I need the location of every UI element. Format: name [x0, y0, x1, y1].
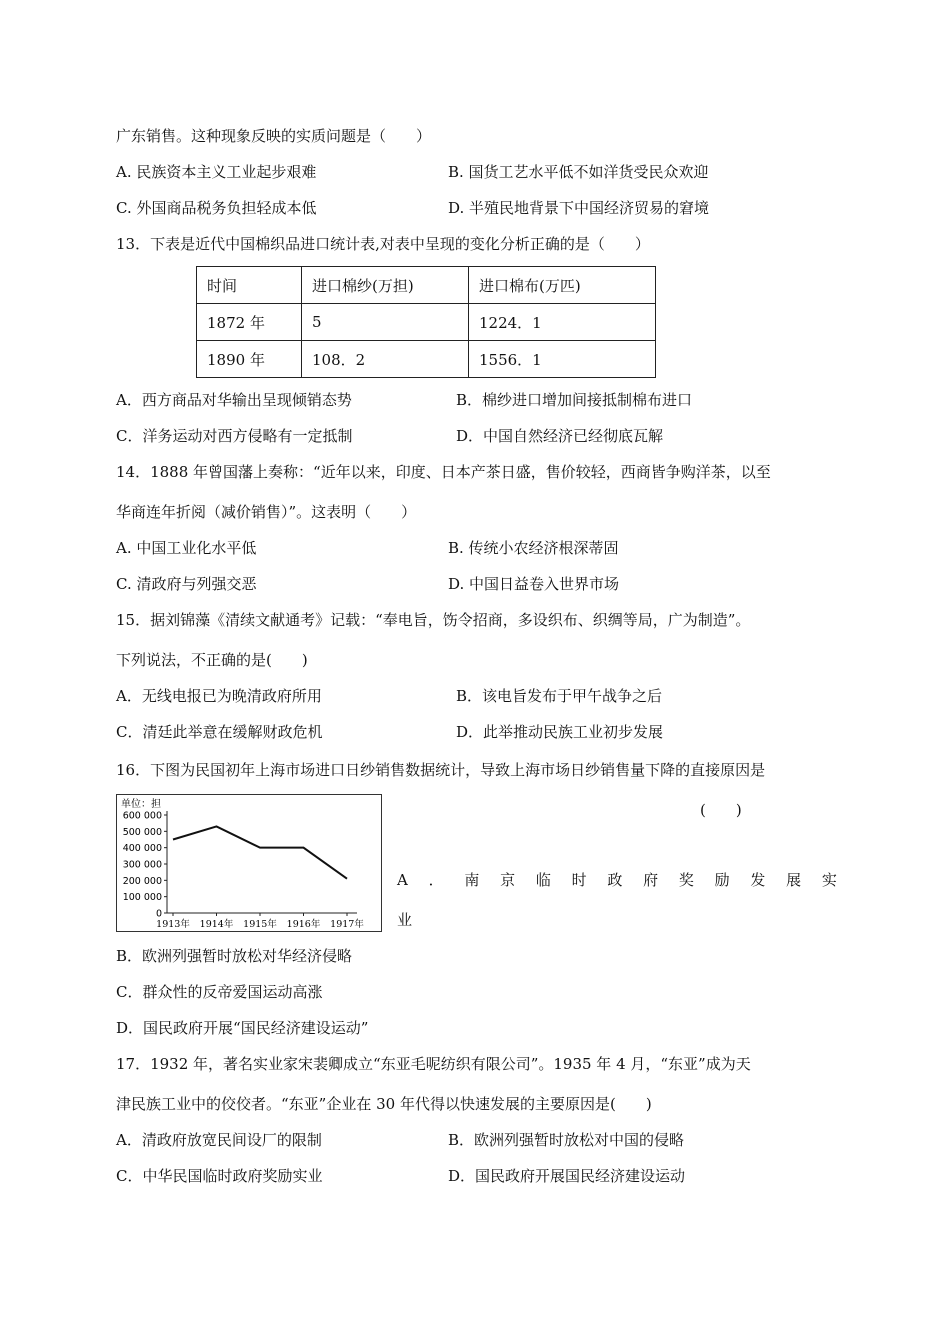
q16-option-a-char: 实	[821, 871, 837, 889]
q13-option-a[interactable]: A．西方商品对华输出呈现倾销态势	[116, 391, 352, 409]
chart-y-tick-label: 600 000	[122, 810, 162, 822]
q16-line-chart	[117, 795, 381, 931]
q16-stem: 16．下图为民国初年上海市场进口日纱销售数据统计，导致上海市场日纱销售量下降的直接原因是	[116, 761, 766, 779]
q16-option-a-char: 南	[464, 871, 480, 889]
chart-x-tick-label: 1916年	[286, 919, 321, 930]
q16-option-a-char: 府	[643, 871, 659, 889]
q13-option-c[interactable]: C．洋务运动对西方侵略有一定抵制	[116, 427, 353, 445]
q13-stem: 13．下表是近代中国棉织品进口统计表,对表中呈现的变化分析正确的是（ ）	[116, 235, 650, 253]
chart-y-tick-label: 0	[155, 908, 162, 920]
table-header-cell: 进口棉纱(万担)	[302, 267, 469, 304]
chart-x-tick-label: 1915年	[243, 919, 277, 930]
q12-option-c[interactable]: C. 外国商品税务负担轻成本低	[116, 199, 317, 217]
q12-option-d[interactable]: D. 半殖民地背景下中国经济贸易的窘境	[448, 199, 710, 217]
chart-x-tick-label: 1913年	[156, 919, 190, 930]
q13-table	[196, 266, 656, 378]
q16-answer-paren: ( )	[700, 801, 742, 819]
table-row	[197, 341, 656, 378]
q16-option-a-char: ．	[428, 871, 444, 889]
q17-option-c[interactable]: C．中华民国临时政府奖励实业	[116, 1167, 323, 1185]
q16-chart	[116, 794, 382, 932]
q16-option-a-char: 励	[714, 871, 730, 889]
q15-stem-line2: 下列说法，不正确的是( )	[116, 651, 308, 669]
q16-option-a-char: A	[397, 871, 408, 889]
q17-option-d[interactable]: D．国民政府开展国民经济建设运动	[448, 1167, 686, 1185]
table-cell: 5	[302, 304, 469, 341]
q17-option-b[interactable]: B．欧洲列强暂时放松对中国的侵略	[448, 1131, 685, 1149]
q16-option-a-char: 展	[786, 871, 802, 889]
q16-option-a-char: 政	[607, 871, 623, 889]
q17-option-a[interactable]: A．清政府放宽民间设厂的限制	[116, 1131, 322, 1149]
chart-y-tick-label: 200 000	[122, 875, 162, 887]
chart-x-tick-label: 1914年	[199, 919, 234, 930]
q16-option-a-tail[interactable]: 业	[397, 911, 413, 929]
chart-y-tick-label: 100 000	[122, 892, 162, 904]
chart-series-line	[173, 826, 347, 878]
table-header-cell: 时间	[197, 267, 302, 304]
table-row	[197, 267, 656, 304]
q13-option-d[interactable]: D．中国自然经济已经彻底瓦解	[456, 427, 664, 445]
q16-option-a-char: 京	[500, 871, 516, 889]
q15-option-c[interactable]: C．清廷此举意在缓解财政危机	[116, 723, 323, 741]
chart-y-tick-label: 400 000	[122, 843, 162, 855]
q12-option-a[interactable]: A. 民族资本主义工业起步艰难	[116, 163, 317, 181]
q16-option-b[interactable]: B．欧洲列强暂时放松对华经济侵略	[116, 947, 353, 965]
q15-option-a[interactable]: A．无线电报已为晚清政府所用	[116, 687, 322, 705]
q15-option-d[interactable]: D．此举推动民族工业初步发展	[456, 723, 664, 741]
q16-option-d[interactable]: D．国民政府开展“国民经济建设运动”	[116, 1019, 369, 1037]
q16-option-a-char: 临	[535, 871, 551, 889]
q14-option-a[interactable]: A. 中国工业化水平低	[116, 539, 257, 557]
q16-option-c[interactable]: C．群众性的反帝爱国运动高涨	[116, 983, 323, 1001]
chart-x-tick-label: 1917年	[330, 919, 364, 930]
table-cell: 1556．1	[469, 341, 656, 378]
q16-option-a-char: 发	[750, 871, 766, 889]
q12-option-b[interactable]: B. 国货工艺水平低不如洋货受民众欢迎	[448, 163, 709, 181]
q16-option-a[interactable]	[397, 870, 837, 890]
q17-stem-line1: 17．1932 年，著名实业家宋裴卿成立“东亚毛呢纺织有限公司”。1935 年 4 月，“东亚”成为天	[116, 1055, 751, 1073]
table-cell: 1890 年	[197, 341, 302, 378]
q12-stem: 广东销售。这种现象反映的实质问题是（ ）	[116, 127, 432, 145]
q14-stem-line2: 华商连年折阅（减价销售）”。这表明（ ）	[116, 503, 417, 521]
table-header-cell: 进口棉布(万匹)	[469, 267, 656, 304]
table-cell: 108．2	[302, 341, 469, 378]
chart-y-tick-label: 300 000	[122, 859, 162, 871]
q17-stem-line2: 津民族工业中的佼佼者。“东亚”企业在 30 年代得以快速发展的主要原因是( )	[116, 1095, 652, 1113]
q13-option-b[interactable]: B．棉纱进口增加间接抵制棉布进口	[456, 391, 693, 409]
q15-option-b[interactable]: B．该电旨发布于甲午战争之后	[456, 687, 663, 705]
q14-option-b[interactable]: B. 传统小农经济根深蒂固	[448, 539, 619, 557]
table-cell: 1224．1	[469, 304, 656, 341]
q14-stem-line1: 14．1888 年曾国藩上奏称：“近年以来，印度、日本产茶日盛，售价较轻，西商皆争购洋茶，以至	[116, 463, 771, 481]
chart-y-tick-label: 500 000	[122, 826, 162, 838]
table-cell: 1872 年	[197, 304, 302, 341]
chart-unit-label: 单位：担	[121, 799, 161, 810]
q16-option-a-char: 奖	[678, 871, 694, 889]
q15-stem-line1: 15．据刘锦藻《清续文献通考》记载：“奉电旨，饬令招商，多设织布、织绸等局，广为制造”。	[116, 611, 751, 629]
table-row	[197, 304, 656, 341]
q14-option-c[interactable]: C. 清政府与列强交恶	[116, 575, 257, 593]
q16-option-a-char: 时	[571, 871, 587, 889]
q14-option-d[interactable]: D. 中国日益卷入世界市场	[448, 575, 620, 593]
